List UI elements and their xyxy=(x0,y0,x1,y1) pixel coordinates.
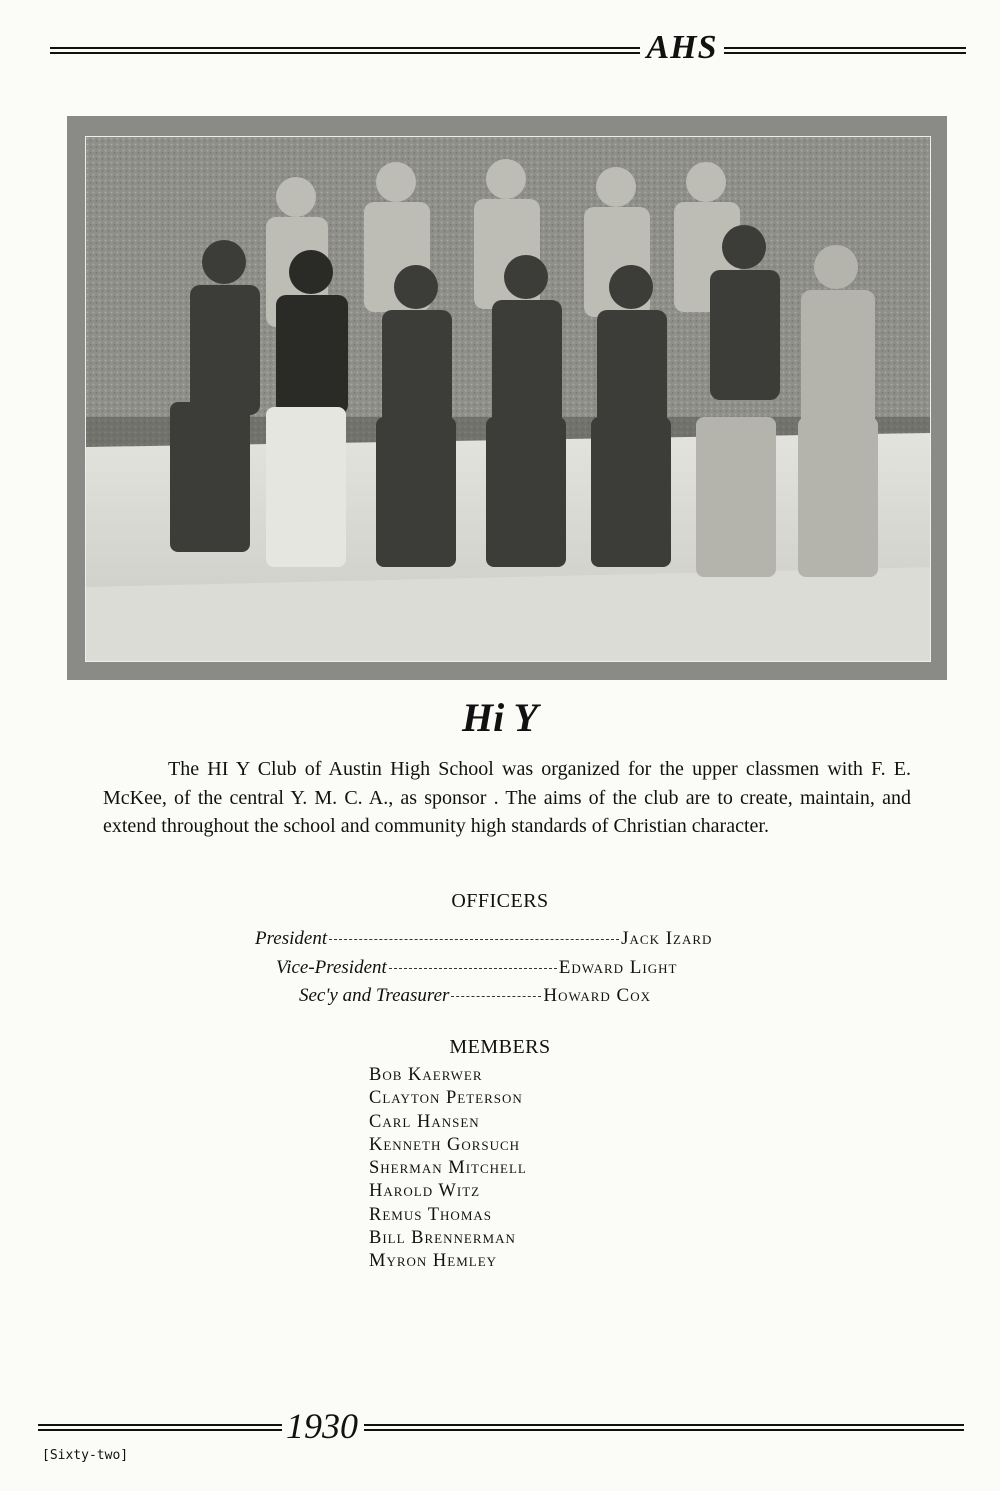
member-item: Kenneth Gorsuch xyxy=(369,1134,521,1155)
club-description: The HI Y Club of Austin High School was organized for the upper classmen with F. E. McKee, of the central Y. M. C. A., as sponsor . The aims of the club are to create, maintain, and extend throughout the school and community high standards of Christian character. xyxy=(103,758,911,837)
members-list xyxy=(369,1064,527,1274)
member-item: Harold Witz xyxy=(369,1181,481,1202)
footer-rule-left xyxy=(38,1424,282,1431)
group-photo-frame xyxy=(67,116,947,680)
member-item: Bill Brennerman xyxy=(369,1228,516,1249)
member-item: Carl Hansen xyxy=(369,1111,480,1132)
officer-row-secretary-treasurer xyxy=(299,985,651,1007)
officer-name: Edward Light xyxy=(558,957,678,978)
footer-rule-right xyxy=(364,1424,964,1431)
officer-row-president xyxy=(255,928,712,950)
leader-dots xyxy=(389,968,557,969)
footer-year: 1930 xyxy=(286,1406,358,1446)
header-title: AHS xyxy=(646,29,718,66)
officer-title: President xyxy=(255,928,328,949)
members-heading: MEMBERS xyxy=(449,1036,551,1058)
officer-title: Sec'y and Treasurer xyxy=(299,985,450,1006)
leader-dots xyxy=(451,996,541,997)
club-heading: Hi Y xyxy=(462,695,538,740)
member-item: Bob Kaerwer xyxy=(369,1065,483,1085)
officer-name: Howard Cox xyxy=(543,985,652,1006)
page-number: [Sixty-two] xyxy=(42,1448,129,1463)
officer-title: Vice-President xyxy=(276,957,387,978)
member-item: Myron Hemley xyxy=(369,1251,498,1272)
officers-heading: OFFICERS xyxy=(451,890,549,912)
officer-name: Jack Izard xyxy=(621,928,713,949)
officer-row-vice-president xyxy=(276,957,677,979)
group-photo xyxy=(85,136,931,662)
member-item: Clayton Peterson xyxy=(369,1088,523,1109)
member-item: Sherman Mitchell xyxy=(369,1158,527,1179)
header-rule-left xyxy=(50,47,640,54)
leader-dots xyxy=(329,939,619,940)
header-rule-right xyxy=(724,47,966,54)
member-item: Remus Thomas xyxy=(369,1204,493,1225)
